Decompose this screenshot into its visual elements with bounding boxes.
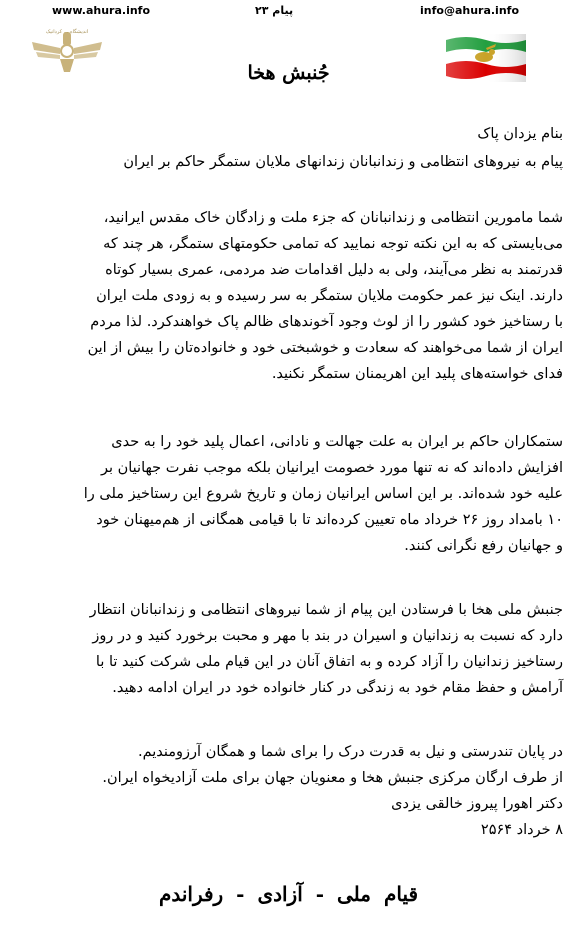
subtitle: پیام به نیروهای انتظامی و زندانبانان زندانهای ملایان ستمگر حاکم بر ایران (123, 154, 563, 170)
site-url[interactable]: www.ahura.info (52, 4, 151, 17)
closing-line: از طرف ارگان مرکزی جنبش هخا و معنویان جهان برای ملت آزادیخواه ایران. (102, 770, 563, 786)
text-line: با رستاخیز خود کشور را از لوث وجود آخوندهای ظالم پاک خواهندکرد. لذا مردم (90, 314, 563, 330)
text-line: جنبش ملی هخا با فرستادن این پیام از شما نیروهای انتظامی و زندانبانان انتظار (89, 602, 563, 618)
text-line: رستاخیز زندانیان را آزاد کرده و به اتفاق آنان در این قیام ملی شرکت کنید تا با (95, 654, 563, 670)
message-number: پیام ۲۳ (255, 4, 294, 17)
text-line: ۱۰ بامداد روز ۲۶ خرداد ماه تعیین کرده‌اند تا با قیامی همگانی از هم‌میهنان خود (96, 512, 563, 528)
closing-line: در پایان تندرستی و نیل به قدرت درک را برای شما و همگان آرزومندیم. (138, 744, 563, 760)
text-line: و جهانیان رفع نگرانی کنند. (404, 538, 563, 554)
text-line: شما مامورین انتظامی و زندانبانان که جزء ملت و زادگان خاک مقدس ایرانید، (103, 210, 563, 226)
text-line: دارند. اینک نیز عمر حکومت ملایان ستمگر به سر رسیده و به زودی ملت ایران (96, 288, 563, 304)
text-line: فدای خواسته‌های پلید این اهریمنان ستمگر نکنید. (271, 366, 563, 382)
text-line: افزایش داده‌اند که نه تنها مورد خصومت ایرانیان بلکه موجب نفرت جهانیان بر (100, 460, 563, 476)
text-line: ایران از شما می‌خواهند که سعادت و خوشبختی خود و خانواده‌تان را بیش از این (87, 340, 563, 356)
text-line: ستمکاران حاکم بر ایران به علت جهالت و نادانی، اعمال پلید خود را به حدی (111, 434, 563, 450)
salutation: بنام یزدان پاک (477, 126, 563, 142)
text-line: قدرتمند به نظر می‌آیند، ولی به دلیل اقدامات ضد مردمی، عمری بسیار کوتاه (105, 262, 563, 278)
text-line: می‌بایستی که به این نکته توجه نمایید که تمامی حکومتهای ستمگر، هر چند که (103, 236, 563, 252)
page-title: جُنبش هخا (247, 62, 330, 84)
signature-name: دکتر اهورا پیروز خالقی یزدی (391, 796, 563, 812)
footer-slogan: قیام ملی - آزادی - رفراندم (158, 882, 419, 906)
text-line: علیه خود شده‌اند. بر این اساس ایرانیان زمان و تاریخ شروع این رستاخیز ملی را (83, 486, 563, 502)
text-line: آرامش و حفظ مقام خود به زندگی در کنار خانواده خود در ایران ادامه دهید. (112, 680, 563, 696)
logo-caption: اندیشگاه ... کردانیک (45, 29, 89, 35)
date: ۸ خرداد ۲۵۶۴ (480, 822, 563, 838)
email-address[interactable]: info@ahura.info (420, 4, 519, 17)
text-line: دارد که نسبت به زندانیان و اسیران در بند با مهر و محبت برخورد کنید و در روز (92, 628, 563, 644)
